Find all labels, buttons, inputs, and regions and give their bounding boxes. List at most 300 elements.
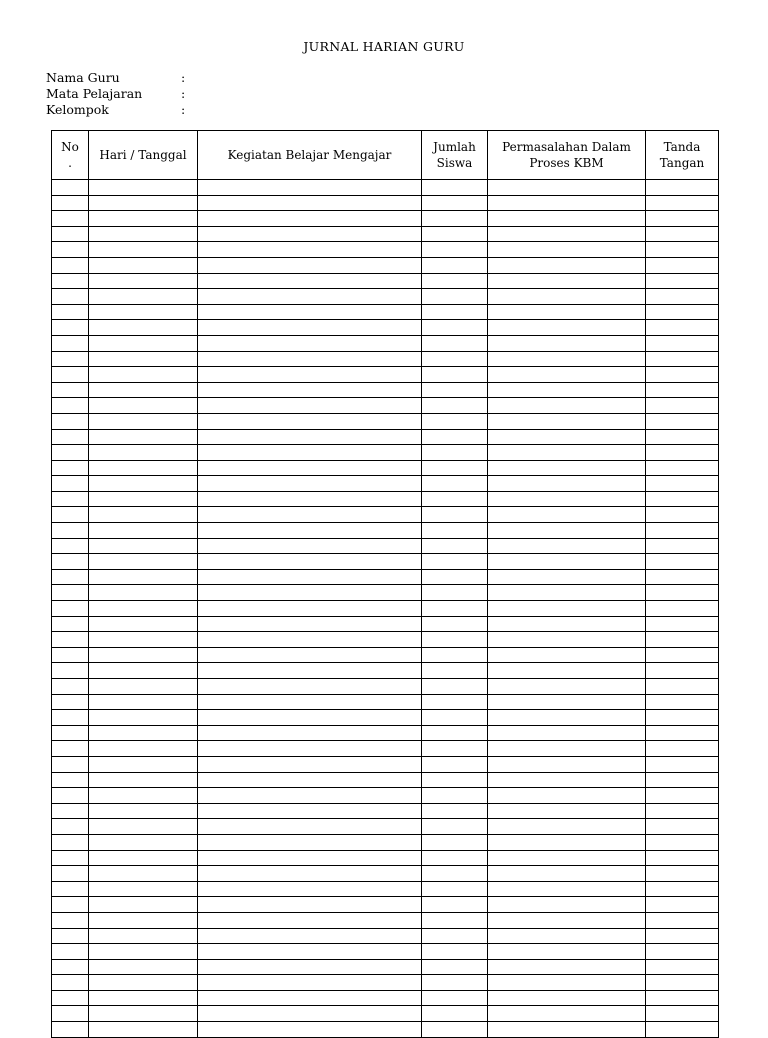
table-cell-permasalahan[interactable] [488,647,646,663]
table-cell-no[interactable] [52,491,89,507]
table-cell-kegiatan[interactable] [198,476,422,492]
table-cell-hari-tanggal[interactable] [89,320,198,336]
table-cell-hari-tanggal[interactable] [89,585,198,601]
table-cell-kegiatan[interactable] [198,226,422,242]
table-cell-tanda-tangan[interactable] [646,975,719,991]
table-cell-permasalahan[interactable] [488,180,646,196]
table-cell-kegiatan[interactable] [198,445,422,461]
table-cell-jumlah-siswa[interactable] [422,538,488,554]
table-cell-hari-tanggal[interactable] [89,460,198,476]
table-cell-jumlah-siswa[interactable] [422,398,488,414]
table-cell-no[interactable] [52,990,89,1006]
table-cell-tanda-tangan[interactable] [646,460,719,476]
table-cell-hari-tanggal[interactable] [89,429,198,445]
table-cell-hari-tanggal[interactable] [89,413,198,429]
table-cell-no[interactable] [52,413,89,429]
table-cell-tanda-tangan[interactable] [646,585,719,601]
table-cell-kegiatan[interactable] [198,289,422,305]
table-cell-jumlah-siswa[interactable] [422,460,488,476]
table-cell-no[interactable] [52,944,89,960]
table-cell-no[interactable] [52,398,89,414]
table-cell-jumlah-siswa[interactable] [422,632,488,648]
table-cell-no[interactable] [52,273,89,289]
table-cell-no[interactable] [52,429,89,445]
table-cell-tanda-tangan[interactable] [646,304,719,320]
table-cell-tanda-tangan[interactable] [646,195,719,211]
table-cell-kegiatan[interactable] [198,663,422,679]
table-cell-no[interactable] [52,694,89,710]
table-cell-no[interactable] [52,881,89,897]
table-cell-permasalahan[interactable] [488,304,646,320]
table-cell-hari-tanggal[interactable] [89,445,198,461]
table-cell-no[interactable] [52,585,89,601]
table-cell-permasalahan[interactable] [488,367,646,383]
table-cell-hari-tanggal[interactable] [89,725,198,741]
table-cell-kegiatan[interactable] [198,788,422,804]
table-cell-jumlah-siswa[interactable] [422,304,488,320]
table-cell-permasalahan[interactable] [488,881,646,897]
table-cell-tanda-tangan[interactable] [646,741,719,757]
table-cell-kegiatan[interactable] [198,694,422,710]
table-cell-jumlah-siswa[interactable] [422,445,488,461]
table-cell-hari-tanggal[interactable] [89,491,198,507]
table-cell-jumlah-siswa[interactable] [422,523,488,539]
table-cell-hari-tanggal[interactable] [89,928,198,944]
table-cell-tanda-tangan[interactable] [646,367,719,383]
table-cell-kegiatan[interactable] [198,523,422,539]
table-cell-tanda-tangan[interactable] [646,226,719,242]
table-cell-kegiatan[interactable] [198,881,422,897]
table-cell-hari-tanggal[interactable] [89,788,198,804]
table-cell-jumlah-siswa[interactable] [422,616,488,632]
table-cell-permasalahan[interactable] [488,257,646,273]
table-cell-tanda-tangan[interactable] [646,881,719,897]
table-cell-kegiatan[interactable] [198,772,422,788]
table-cell-permasalahan[interactable] [488,756,646,772]
table-cell-jumlah-siswa[interactable] [422,803,488,819]
table-cell-permasalahan[interactable] [488,975,646,991]
table-cell-kegiatan[interactable] [198,507,422,523]
table-cell-hari-tanggal[interactable] [89,710,198,726]
table-cell-permasalahan[interactable] [488,195,646,211]
table-cell-no[interactable] [52,616,89,632]
table-cell-permasalahan[interactable] [488,772,646,788]
table-cell-hari-tanggal[interactable] [89,803,198,819]
table-cell-no[interactable] [52,788,89,804]
table-cell-hari-tanggal[interactable] [89,351,198,367]
table-cell-no[interactable] [52,866,89,882]
table-cell-jumlah-siswa[interactable] [422,382,488,398]
table-cell-kegiatan[interactable] [198,335,422,351]
table-cell-jumlah-siswa[interactable] [422,834,488,850]
table-cell-jumlah-siswa[interactable] [422,912,488,928]
table-cell-kegiatan[interactable] [198,351,422,367]
table-cell-tanda-tangan[interactable] [646,647,719,663]
table-cell-permasalahan[interactable] [488,679,646,695]
table-cell-jumlah-siswa[interactable] [422,507,488,523]
table-cell-hari-tanggal[interactable] [89,211,198,227]
table-cell-hari-tanggal[interactable] [89,834,198,850]
table-cell-jumlah-siswa[interactable] [422,476,488,492]
table-cell-kegiatan[interactable] [198,866,422,882]
table-cell-hari-tanggal[interactable] [89,756,198,772]
table-cell-no[interactable] [52,975,89,991]
table-cell-hari-tanggal[interactable] [89,304,198,320]
table-cell-tanda-tangan[interactable] [646,944,719,960]
table-cell-permasalahan[interactable] [488,398,646,414]
table-cell-permasalahan[interactable] [488,554,646,570]
table-cell-hari-tanggal[interactable] [89,912,198,928]
table-cell-hari-tanggal[interactable] [89,975,198,991]
table-cell-kegiatan[interactable] [198,912,422,928]
table-cell-hari-tanggal[interactable] [89,601,198,617]
table-cell-jumlah-siswa[interactable] [422,694,488,710]
table-cell-tanda-tangan[interactable] [646,694,719,710]
table-cell-jumlah-siswa[interactable] [422,257,488,273]
table-cell-jumlah-siswa[interactable] [422,1006,488,1022]
table-cell-permasalahan[interactable] [488,351,646,367]
table-cell-jumlah-siswa[interactable] [422,226,488,242]
table-cell-jumlah-siswa[interactable] [422,975,488,991]
table-cell-hari-tanggal[interactable] [89,242,198,258]
table-cell-no[interactable] [52,928,89,944]
table-cell-hari-tanggal[interactable] [89,257,198,273]
table-cell-kegiatan[interactable] [198,819,422,835]
table-cell-kegiatan[interactable] [198,601,422,617]
table-cell-tanda-tangan[interactable] [646,710,719,726]
table-cell-hari-tanggal[interactable] [89,538,198,554]
table-cell-tanda-tangan[interactable] [646,445,719,461]
table-cell-no[interactable] [52,382,89,398]
table-cell-tanda-tangan[interactable] [646,803,719,819]
table-cell-kegiatan[interactable] [198,897,422,913]
table-cell-no[interactable] [52,507,89,523]
table-cell-jumlah-siswa[interactable] [422,429,488,445]
table-cell-permasalahan[interactable] [488,289,646,305]
table-cell-kegiatan[interactable] [198,1006,422,1022]
table-cell-tanda-tangan[interactable] [646,601,719,617]
table-cell-no[interactable] [52,460,89,476]
table-cell-hari-tanggal[interactable] [89,554,198,570]
table-cell-tanda-tangan[interactable] [646,912,719,928]
table-cell-hari-tanggal[interactable] [89,335,198,351]
table-cell-permasalahan[interactable] [488,242,646,258]
table-cell-permasalahan[interactable] [488,788,646,804]
table-cell-jumlah-siswa[interactable] [422,351,488,367]
table-cell-hari-tanggal[interactable] [89,741,198,757]
table-cell-permasalahan[interactable] [488,320,646,336]
table-cell-kegiatan[interactable] [198,180,422,196]
table-cell-tanda-tangan[interactable] [646,663,719,679]
table-cell-kegiatan[interactable] [198,959,422,975]
table-cell-no[interactable] [52,367,89,383]
table-cell-no[interactable] [52,320,89,336]
table-cell-permasalahan[interactable] [488,476,646,492]
table-cell-hari-tanggal[interactable] [89,367,198,383]
table-cell-no[interactable] [52,1006,89,1022]
table-cell-permasalahan[interactable] [488,803,646,819]
table-cell-no[interactable] [52,523,89,539]
table-cell-no[interactable] [52,647,89,663]
table-cell-hari-tanggal[interactable] [89,569,198,585]
table-cell-tanda-tangan[interactable] [646,538,719,554]
table-cell-kegiatan[interactable] [198,834,422,850]
table-cell-jumlah-siswa[interactable] [422,320,488,336]
table-cell-permasalahan[interactable] [488,616,646,632]
table-cell-jumlah-siswa[interactable] [422,289,488,305]
table-cell-jumlah-siswa[interactable] [422,710,488,726]
table-cell-no[interactable] [52,850,89,866]
table-cell-kegiatan[interactable] [198,850,422,866]
table-cell-kegiatan[interactable] [198,679,422,695]
table-cell-jumlah-siswa[interactable] [422,866,488,882]
table-cell-tanda-tangan[interactable] [646,289,719,305]
table-cell-permasalahan[interactable] [488,944,646,960]
table-cell-kegiatan[interactable] [198,990,422,1006]
table-cell-tanda-tangan[interactable] [646,990,719,1006]
table-cell-permasalahan[interactable] [488,850,646,866]
table-cell-no[interactable] [52,772,89,788]
table-cell-permasalahan[interactable] [488,663,646,679]
table-cell-kegiatan[interactable] [198,632,422,648]
table-cell-hari-tanggal[interactable] [89,195,198,211]
table-cell-hari-tanggal[interactable] [89,647,198,663]
table-cell-kegiatan[interactable] [198,211,422,227]
table-cell-hari-tanggal[interactable] [89,616,198,632]
table-cell-permasalahan[interactable] [488,912,646,928]
table-cell-no[interactable] [52,756,89,772]
table-cell-kegiatan[interactable] [198,585,422,601]
table-cell-no[interactable] [52,445,89,461]
table-cell-permasalahan[interactable] [488,725,646,741]
table-cell-kegiatan[interactable] [198,491,422,507]
table-cell-kegiatan[interactable] [198,304,422,320]
table-cell-jumlah-siswa[interactable] [422,647,488,663]
table-cell-tanda-tangan[interactable] [646,756,719,772]
table-cell-permasalahan[interactable] [488,413,646,429]
table-cell-tanda-tangan[interactable] [646,959,719,975]
table-cell-no[interactable] [52,959,89,975]
table-cell-hari-tanggal[interactable] [89,180,198,196]
table-cell-jumlah-siswa[interactable] [422,180,488,196]
table-cell-jumlah-siswa[interactable] [422,679,488,695]
table-cell-kegiatan[interactable] [198,398,422,414]
table-cell-hari-tanggal[interactable] [89,476,198,492]
table-cell-permasalahan[interactable] [488,990,646,1006]
table-cell-jumlah-siswa[interactable] [422,897,488,913]
table-cell-jumlah-siswa[interactable] [422,242,488,258]
table-cell-hari-tanggal[interactable] [89,881,198,897]
table-cell-hari-tanggal[interactable] [89,1006,198,1022]
table-cell-jumlah-siswa[interactable] [422,335,488,351]
table-cell-jumlah-siswa[interactable] [422,491,488,507]
table-cell-no[interactable] [52,601,89,617]
table-cell-tanda-tangan[interactable] [646,788,719,804]
table-cell-tanda-tangan[interactable] [646,476,719,492]
table-cell-jumlah-siswa[interactable] [422,788,488,804]
table-cell-kegiatan[interactable] [198,460,422,476]
table-cell-permasalahan[interactable] [488,335,646,351]
table-cell-permasalahan[interactable] [488,585,646,601]
table-cell-permasalahan[interactable] [488,538,646,554]
table-cell-permasalahan[interactable] [488,601,646,617]
table-cell-tanda-tangan[interactable] [646,616,719,632]
table-cell-no[interactable] [52,476,89,492]
table-cell-tanda-tangan[interactable] [646,554,719,570]
table-cell-no[interactable] [52,304,89,320]
table-cell-permasalahan[interactable] [488,429,646,445]
table-cell-jumlah-siswa[interactable] [422,850,488,866]
table-cell-permasalahan[interactable] [488,445,646,461]
table-cell-kegiatan[interactable] [198,320,422,336]
table-cell-jumlah-siswa[interactable] [422,663,488,679]
table-cell-kegiatan[interactable] [198,647,422,663]
table-cell-kegiatan[interactable] [198,538,422,554]
table-cell-kegiatan[interactable] [198,616,422,632]
table-cell-tanda-tangan[interactable] [646,1006,719,1022]
table-cell-kegiatan[interactable] [198,741,422,757]
table-cell-no[interactable] [52,819,89,835]
table-cell-hari-tanggal[interactable] [89,382,198,398]
table-cell-kegiatan[interactable] [198,413,422,429]
table-cell-jumlah-siswa[interactable] [422,881,488,897]
table-cell-tanda-tangan[interactable] [646,413,719,429]
table-cell-hari-tanggal[interactable] [89,523,198,539]
table-cell-hari-tanggal[interactable] [89,772,198,788]
table-cell-tanda-tangan[interactable] [646,491,719,507]
table-cell-tanda-tangan[interactable] [646,507,719,523]
table-cell-kegiatan[interactable] [198,944,422,960]
table-cell-no[interactable] [52,803,89,819]
table-cell-hari-tanggal[interactable] [89,819,198,835]
table-cell-tanda-tangan[interactable] [646,897,719,913]
table-cell-hari-tanggal[interactable] [89,897,198,913]
table-cell-tanda-tangan[interactable] [646,632,719,648]
table-cell-tanda-tangan[interactable] [646,398,719,414]
table-cell-permasalahan[interactable] [488,866,646,882]
table-cell-kegiatan[interactable] [198,273,422,289]
table-cell-jumlah-siswa[interactable] [422,819,488,835]
table-cell-no[interactable] [52,289,89,305]
table-cell-tanda-tangan[interactable] [646,382,719,398]
table-cell-hari-tanggal[interactable] [89,850,198,866]
table-cell-permasalahan[interactable] [488,1006,646,1022]
table-cell-permasalahan[interactable] [488,491,646,507]
table-cell-kegiatan[interactable] [198,928,422,944]
table-cell-no[interactable] [52,538,89,554]
table-cell-hari-tanggal[interactable] [89,944,198,960]
table-cell-jumlah-siswa[interactable] [422,959,488,975]
table-cell-jumlah-siswa[interactable] [422,569,488,585]
table-cell-jumlah-siswa[interactable] [422,944,488,960]
table-cell-tanda-tangan[interactable] [646,211,719,227]
table-cell-permasalahan[interactable] [488,211,646,227]
table-cell-no[interactable] [52,679,89,695]
table-cell-no[interactable] [52,226,89,242]
table-cell-tanda-tangan[interactable] [646,180,719,196]
table-cell-tanda-tangan[interactable] [646,866,719,882]
table-cell-permasalahan[interactable] [488,819,646,835]
table-cell-permasalahan[interactable] [488,928,646,944]
table-cell-hari-tanggal[interactable] [89,273,198,289]
table-cell-kegiatan[interactable] [198,554,422,570]
table-cell-kegiatan[interactable] [198,725,422,741]
table-cell-tanda-tangan[interactable] [646,569,719,585]
table-cell-jumlah-siswa[interactable] [422,601,488,617]
table-cell-jumlah-siswa[interactable] [422,756,488,772]
table-cell-tanda-tangan[interactable] [646,242,719,258]
table-cell-hari-tanggal[interactable] [89,398,198,414]
table-cell-hari-tanggal[interactable] [89,663,198,679]
table-cell-no[interactable] [52,180,89,196]
table-cell-jumlah-siswa[interactable] [422,741,488,757]
table-cell-permasalahan[interactable] [488,959,646,975]
table-cell-permasalahan[interactable] [488,382,646,398]
table-cell-kegiatan[interactable] [198,257,422,273]
table-cell-jumlah-siswa[interactable] [422,195,488,211]
table-cell-kegiatan[interactable] [198,803,422,819]
table-cell-jumlah-siswa[interactable] [422,772,488,788]
table-cell-permasalahan[interactable] [488,569,646,585]
table-cell-kegiatan[interactable] [198,756,422,772]
table-cell-hari-tanggal[interactable] [89,226,198,242]
table-cell-hari-tanggal[interactable] [89,990,198,1006]
table-cell-tanda-tangan[interactable] [646,679,719,695]
table-cell-no[interactable] [52,741,89,757]
table-cell-permasalahan[interactable] [488,694,646,710]
table-cell-no[interactable] [52,257,89,273]
table-cell-no[interactable] [52,211,89,227]
table-cell-permasalahan[interactable] [488,741,646,757]
table-cell-kegiatan[interactable] [198,367,422,383]
table-cell-permasalahan[interactable] [488,226,646,242]
table-cell-no[interactable] [52,335,89,351]
table-cell-tanda-tangan[interactable] [646,834,719,850]
table-cell-permasalahan[interactable] [488,460,646,476]
table-cell-no[interactable] [52,834,89,850]
table-cell-jumlah-siswa[interactable] [422,585,488,601]
table-cell-tanda-tangan[interactable] [646,725,719,741]
table-cell-jumlah-siswa[interactable] [422,990,488,1006]
table-cell-tanda-tangan[interactable] [646,257,719,273]
table-cell-kegiatan[interactable] [198,569,422,585]
table-cell-kegiatan[interactable] [198,195,422,211]
table-cell-kegiatan[interactable] [198,710,422,726]
table-cell-jumlah-siswa[interactable] [422,725,488,741]
table-cell-hari-tanggal[interactable] [89,507,198,523]
table-cell-tanda-tangan[interactable] [646,429,719,445]
table-cell-jumlah-siswa[interactable] [422,413,488,429]
table-cell-tanda-tangan[interactable] [646,772,719,788]
table-cell-no[interactable] [52,912,89,928]
table-cell-hari-tanggal[interactable] [89,632,198,648]
table-cell-no[interactable] [52,554,89,570]
table-cell-tanda-tangan[interactable] [646,320,719,336]
table-cell-no[interactable] [52,632,89,648]
table-cell-no[interactable] [52,569,89,585]
table-cell-tanda-tangan[interactable] [646,928,719,944]
table-cell-jumlah-siswa[interactable] [422,273,488,289]
table-cell-hari-tanggal[interactable] [89,959,198,975]
table-cell-permasalahan[interactable] [488,834,646,850]
table-cell-permasalahan[interactable] [488,897,646,913]
table-cell-tanda-tangan[interactable] [646,850,719,866]
table-cell-permasalahan[interactable] [488,523,646,539]
table-cell-kegiatan[interactable] [198,382,422,398]
table-cell-permasalahan[interactable] [488,273,646,289]
table-cell-no[interactable] [52,725,89,741]
table-cell-tanda-tangan[interactable] [646,351,719,367]
